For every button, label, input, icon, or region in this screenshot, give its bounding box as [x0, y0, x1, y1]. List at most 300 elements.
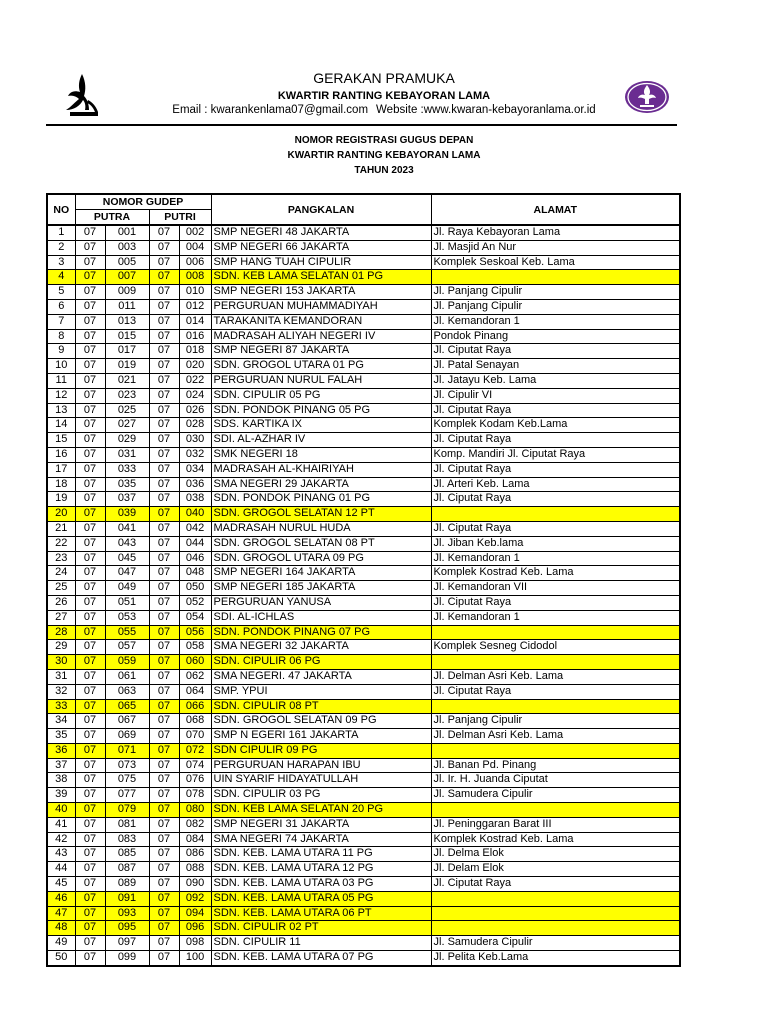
pangkalan-cell: MADRASAH NURUL HUDA — [211, 521, 431, 536]
alamat-cell: Komplek Kostrad Keb. Lama — [431, 566, 680, 581]
table-row — [47, 462, 680, 477]
putri-code: 07 — [149, 788, 179, 803]
header-gudep: NOMOR GUDEP — [75, 194, 211, 210]
pangkalan-cell: SDN. CIPULIR 03 PG — [211, 788, 431, 803]
putra-code: 07 — [75, 270, 105, 285]
row-no: 4 — [47, 270, 75, 285]
pangkalan-cell: SMP HANG TUAH CIPULIR — [211, 255, 431, 270]
putra-code: 07 — [75, 729, 105, 744]
table-row — [47, 536, 680, 551]
pangkalan-cell: SMP NEGERI 48 JAKARTA — [211, 225, 431, 240]
table-row — [47, 329, 680, 344]
alamat-cell: Jl. Kemandoran 1 — [431, 314, 680, 329]
putri-number: 020 — [179, 359, 211, 374]
table-row-highlighted — [47, 743, 680, 758]
putri-number: 014 — [179, 314, 211, 329]
putra-number: 031 — [105, 447, 149, 462]
putri-number: 028 — [179, 418, 211, 433]
putri-number: 060 — [179, 655, 211, 670]
putri-number: 082 — [179, 817, 211, 832]
putri-code: 07 — [149, 625, 179, 640]
pangkalan-cell: UIN SYARIF HIDAYATULLAH — [211, 773, 431, 788]
row-no: 29 — [47, 640, 75, 655]
row-no: 28 — [47, 625, 75, 640]
putra-number: 001 — [105, 225, 149, 240]
putra-code: 07 — [75, 566, 105, 581]
row-no: 30 — [47, 655, 75, 670]
putri-code: 07 — [149, 729, 179, 744]
pangkalan-cell: PERGURUAN YANUSA — [211, 595, 431, 610]
putri-code: 07 — [149, 906, 179, 921]
putri-number: 080 — [179, 803, 211, 818]
row-no: 43 — [47, 847, 75, 862]
putri-code: 07 — [149, 714, 179, 729]
table-row — [47, 240, 680, 255]
alamat-cell: Jl. Panjang Cipulir — [431, 299, 680, 314]
pangkalan-cell: SMA NEGERI 29 JAKARTA — [211, 477, 431, 492]
row-no: 42 — [47, 832, 75, 847]
putri-number: 012 — [179, 299, 211, 314]
putri-code: 07 — [149, 536, 179, 551]
putri-code: 07 — [149, 359, 179, 374]
putri-number: 036 — [179, 477, 211, 492]
table-row — [47, 433, 680, 448]
table-row — [47, 714, 680, 729]
putra-code: 07 — [75, 877, 105, 892]
pangkalan-cell: TARAKANITA KEMANDORAN — [211, 314, 431, 329]
putri-number: 074 — [179, 758, 211, 773]
putri-code: 07 — [149, 492, 179, 507]
putra-number: 055 — [105, 625, 149, 640]
putra-number: 089 — [105, 877, 149, 892]
putra-code: 07 — [75, 832, 105, 847]
table-row — [47, 817, 680, 832]
row-no: 10 — [47, 359, 75, 374]
pangkalan-cell: SMA NEGERI 32 JAKARTA — [211, 640, 431, 655]
putra-number: 019 — [105, 359, 149, 374]
row-no: 12 — [47, 388, 75, 403]
header-putra: PUTRA — [75, 210, 149, 226]
putri-number: 086 — [179, 847, 211, 862]
putra-number: 049 — [105, 581, 149, 596]
putra-code: 07 — [75, 403, 105, 418]
pangkalan-cell: SDN. CIPULIR 05 PG — [211, 388, 431, 403]
pangkalan-cell: SDN. KEB. LAMA UTARA 07 PG — [211, 951, 431, 966]
table-row-highlighted — [47, 906, 680, 921]
row-no: 26 — [47, 595, 75, 610]
table-row — [47, 477, 680, 492]
putra-number: 085 — [105, 847, 149, 862]
row-no: 7 — [47, 314, 75, 329]
alamat-cell: Jl. Delman Asri Keb. Lama — [431, 669, 680, 684]
putra-number: 023 — [105, 388, 149, 403]
alamat-cell: Jl. Ciputat Raya — [431, 403, 680, 418]
putra-code: 07 — [75, 521, 105, 536]
row-no: 13 — [47, 403, 75, 418]
putri-code: 07 — [149, 285, 179, 300]
alamat-cell: Pondok Pinang — [431, 329, 680, 344]
putra-code: 07 — [75, 507, 105, 522]
putri-number: 100 — [179, 951, 211, 966]
putri-number: 042 — [179, 521, 211, 536]
putra-number: 097 — [105, 936, 149, 951]
putri-number: 032 — [179, 447, 211, 462]
pangkalan-cell: SDN. KEB. LAMA UTARA 03 PG — [211, 877, 431, 892]
putri-code: 07 — [149, 507, 179, 522]
alamat-cell — [431, 743, 680, 758]
row-no: 8 — [47, 329, 75, 344]
row-no: 37 — [47, 758, 75, 773]
putri-code: 07 — [149, 329, 179, 344]
pangkalan-cell: SDN. PONDOK PINANG 05 PG — [211, 403, 431, 418]
alamat-cell: Jl. Ciputat Raya — [431, 595, 680, 610]
putri-code: 07 — [149, 743, 179, 758]
alamat-cell — [431, 906, 680, 921]
row-no: 33 — [47, 699, 75, 714]
table-row — [47, 418, 680, 433]
putra-code: 07 — [75, 462, 105, 477]
pangkalan-cell: MADRASAH AL-KHAIRIYAH — [211, 462, 431, 477]
putra-number: 033 — [105, 462, 149, 477]
putra-code: 07 — [75, 906, 105, 921]
document-title: NOMOR REGISTRASI GUGUS DEPAN — [294, 135, 474, 146]
putra-number: 015 — [105, 329, 149, 344]
table-row — [47, 344, 680, 359]
putra-number: 079 — [105, 803, 149, 818]
alamat-cell: Jl. Samudera Cipulir — [431, 788, 680, 803]
pangkalan-cell: SMP NEGERI 164 JAKARTA — [211, 566, 431, 581]
putri-number: 046 — [179, 551, 211, 566]
putra-number: 057 — [105, 640, 149, 655]
putra-number: 071 — [105, 743, 149, 758]
alamat-cell: Jl. Ciputat Raya — [431, 684, 680, 699]
row-no: 5 — [47, 285, 75, 300]
alamat-cell: Komplek Kodam Keb.Lama — [431, 418, 680, 433]
putra-code: 07 — [75, 359, 105, 374]
putra-code: 07 — [75, 699, 105, 714]
putra-code: 07 — [75, 595, 105, 610]
table-row — [47, 314, 680, 329]
row-no: 48 — [47, 921, 75, 936]
table-row — [47, 936, 680, 951]
table-row — [47, 299, 680, 314]
putri-code: 07 — [149, 921, 179, 936]
putri-code: 07 — [149, 462, 179, 477]
table-row — [47, 832, 680, 847]
table-row — [47, 640, 680, 655]
putra-code: 07 — [75, 936, 105, 951]
putri-number: 072 — [179, 743, 211, 758]
alamat-cell: Jl. Raya Kebayoran Lama — [431, 225, 680, 240]
putra-code: 07 — [75, 758, 105, 773]
row-no: 6 — [47, 299, 75, 314]
putri-code: 07 — [149, 758, 179, 773]
putri-number: 070 — [179, 729, 211, 744]
putra-number: 035 — [105, 477, 149, 492]
row-no: 14 — [47, 418, 75, 433]
table-row — [47, 610, 680, 625]
pangkalan-cell: SDN. GROGOL UTARA 01 PG — [211, 359, 431, 374]
row-no: 21 — [47, 521, 75, 536]
putri-number: 008 — [179, 270, 211, 285]
pangkalan-cell: SDI. AL-AZHAR IV — [211, 433, 431, 448]
putri-code: 07 — [149, 655, 179, 670]
pangkalan-cell: SDN. KEB LAMA SELATAN 20 PG — [211, 803, 431, 818]
pangkalan-cell: SDN. KEB. LAMA UTARA 05 PG — [211, 891, 431, 906]
table-row — [47, 359, 680, 374]
putri-number: 052 — [179, 595, 211, 610]
header-divider — [46, 124, 677, 126]
putra-code: 07 — [75, 743, 105, 758]
row-no: 1 — [47, 225, 75, 240]
putra-number: 081 — [105, 817, 149, 832]
putra-number: 083 — [105, 832, 149, 847]
putri-number: 088 — [179, 862, 211, 877]
table-row — [47, 862, 680, 877]
row-no: 40 — [47, 803, 75, 818]
putra-number: 021 — [105, 373, 149, 388]
row-no: 18 — [47, 477, 75, 492]
table-row — [47, 285, 680, 300]
pangkalan-cell: SDN. CIPULIR 11 — [211, 936, 431, 951]
org-title: GERAKAN PRAMUKA — [313, 70, 455, 86]
alamat-cell: Komplek Seskoal Keb. Lama — [431, 255, 680, 270]
row-no: 47 — [47, 906, 75, 921]
org-subtitle: KWARTIR RANTING KEBAYORAN LAMA — [277, 90, 491, 102]
table-row — [47, 758, 680, 773]
row-no: 23 — [47, 551, 75, 566]
putri-number: 054 — [179, 610, 211, 625]
putri-number: 066 — [179, 699, 211, 714]
putra-code: 07 — [75, 433, 105, 448]
putri-number: 016 — [179, 329, 211, 344]
putri-code: 07 — [149, 225, 179, 240]
table-row — [47, 773, 680, 788]
row-no: 17 — [47, 462, 75, 477]
table-row-highlighted — [47, 625, 680, 640]
putri-code: 07 — [149, 418, 179, 433]
alamat-cell: Jl. Arteri Keb. Lama — [431, 477, 680, 492]
table-row-highlighted — [47, 921, 680, 936]
putra-code: 07 — [75, 921, 105, 936]
table-row-highlighted — [47, 507, 680, 522]
putra-number: 095 — [105, 921, 149, 936]
pangkalan-cell: SMK NEGERI 18 — [211, 447, 431, 462]
putri-code: 07 — [149, 803, 179, 818]
putra-number: 065 — [105, 699, 149, 714]
alamat-cell: Jl. Ir. H. Juanda Ciputat — [431, 773, 680, 788]
putra-number: 007 — [105, 270, 149, 285]
putra-number: 011 — [105, 299, 149, 314]
row-no: 38 — [47, 773, 75, 788]
putri-number: 062 — [179, 669, 211, 684]
alamat-cell: Jl. Ciputat Raya — [431, 492, 680, 507]
header-pangkalan: PANGKALAN — [211, 194, 431, 225]
putri-code: 07 — [149, 684, 179, 699]
alamat-cell — [431, 270, 680, 285]
alamat-cell: Jl. Banan Pd. Pinang — [431, 758, 680, 773]
putri-code: 07 — [149, 433, 179, 448]
pangkalan-cell: SDN. KEB LAMA SELATAN 01 PG — [211, 270, 431, 285]
putra-code: 07 — [75, 329, 105, 344]
pangkalan-cell: SMP NEGERI 31 JAKARTA — [211, 817, 431, 832]
row-no: 25 — [47, 581, 75, 596]
alamat-cell: Jl. Jiban Keb.lama — [431, 536, 680, 551]
table-row-highlighted — [47, 270, 680, 285]
table-row — [47, 581, 680, 596]
pangkalan-cell: MADRASAH ALIYAH NEGERI IV — [211, 329, 431, 344]
putra-code: 07 — [75, 492, 105, 507]
table-row — [47, 551, 680, 566]
putri-code: 07 — [149, 699, 179, 714]
alamat-cell: Jl. Ciputat Raya — [431, 344, 680, 359]
pangkalan-cell: SDN. KEB. LAMA UTARA 12 PG — [211, 862, 431, 877]
putri-number: 050 — [179, 581, 211, 596]
table-row — [47, 403, 680, 418]
putra-number: 041 — [105, 521, 149, 536]
alamat-cell: Jl. Kemandoran VII — [431, 581, 680, 596]
putra-code: 07 — [75, 640, 105, 655]
putri-number: 002 — [179, 225, 211, 240]
putri-code: 07 — [149, 299, 179, 314]
putra-code: 07 — [75, 817, 105, 832]
putra-number: 039 — [105, 507, 149, 522]
table-row — [47, 492, 680, 507]
document-subtitle: KWARTIR RANTING KEBAYORAN LAMA — [287, 150, 481, 161]
row-no: 22 — [47, 536, 75, 551]
putra-code: 07 — [75, 655, 105, 670]
putri-code: 07 — [149, 773, 179, 788]
pangkalan-cell: PERGURUAN NURUL FALAH — [211, 373, 431, 388]
putra-code: 07 — [75, 240, 105, 255]
pangkalan-cell: SMP. YPUI — [211, 684, 431, 699]
putra-code: 07 — [75, 285, 105, 300]
putri-code: 07 — [149, 373, 179, 388]
contact-line — [0, 104, 768, 116]
putri-code: 07 — [149, 551, 179, 566]
putra-number: 017 — [105, 344, 149, 359]
putra-code: 07 — [75, 788, 105, 803]
alamat-cell: Jl. Samudera Cipulir — [431, 936, 680, 951]
putra-number: 069 — [105, 729, 149, 744]
putra-code: 07 — [75, 314, 105, 329]
putra-code: 07 — [75, 536, 105, 551]
table-row — [47, 684, 680, 699]
putri-number: 018 — [179, 344, 211, 359]
putra-number: 077 — [105, 788, 149, 803]
putra-number: 029 — [105, 433, 149, 448]
putra-number: 027 — [105, 418, 149, 433]
putri-number: 026 — [179, 403, 211, 418]
pangkalan-cell: SDN. PONDOK PINANG 07 PG — [211, 625, 431, 640]
alamat-cell: Jl. Delam Elok — [431, 862, 680, 877]
alamat-cell: Jl. Kemandoran 1 — [431, 551, 680, 566]
pangkalan-cell: SDS. KARTIKA IX — [211, 418, 431, 433]
putra-code: 07 — [75, 891, 105, 906]
pangkalan-cell: SDN. GROGOL SELATAN 08 PT — [211, 536, 431, 551]
putri-number: 048 — [179, 566, 211, 581]
putra-code: 07 — [75, 447, 105, 462]
putri-code: 07 — [149, 610, 179, 625]
putri-code: 07 — [149, 314, 179, 329]
putra-number: 053 — [105, 610, 149, 625]
putri-code: 07 — [149, 951, 179, 966]
pangkalan-cell: SMA NEGERI 74 JAKARTA — [211, 832, 431, 847]
alamat-cell: Jl. Kemandoran 1 — [431, 610, 680, 625]
pangkalan-cell: SDN. KEB. LAMA UTARA 11 PG — [211, 847, 431, 862]
putri-number: 038 — [179, 492, 211, 507]
alamat-cell: Jl. Peninggaran Barat III — [431, 817, 680, 832]
alamat-cell: Jl. Ciputat Raya — [431, 462, 680, 477]
pangkalan-cell: SDN. GROGOL SELATAN 09 PG — [211, 714, 431, 729]
pangkalan-cell: SDN. GROGOL SELATAN 12 PT — [211, 507, 431, 522]
table-row — [47, 595, 680, 610]
putri-code: 07 — [149, 847, 179, 862]
table-row — [47, 225, 680, 240]
pangkalan-cell: SDN. CIPULIR 06 PG — [211, 655, 431, 670]
putra-code: 07 — [75, 581, 105, 596]
putri-number: 030 — [179, 433, 211, 448]
putri-code: 07 — [149, 566, 179, 581]
pangkalan-cell: SMP NEGERI 153 JAKARTA — [211, 285, 431, 300]
pangkalan-cell: SMP NEGERI 66 JAKARTA — [211, 240, 431, 255]
putri-number: 034 — [179, 462, 211, 477]
putra-code: 07 — [75, 299, 105, 314]
alamat-cell: Jl. Panjang Cipulir — [431, 285, 680, 300]
putri-code: 07 — [149, 240, 179, 255]
alamat-cell: Jl. Masjid An Nur — [431, 240, 680, 255]
putri-code: 07 — [149, 669, 179, 684]
alamat-cell: Jl. Patal Senayan — [431, 359, 680, 374]
table-row-highlighted — [47, 699, 680, 714]
putra-code: 07 — [75, 225, 105, 240]
putra-number: 051 — [105, 595, 149, 610]
putra-code: 07 — [75, 951, 105, 966]
pangkalan-cell: SDN. KEB. LAMA UTARA 06 PT — [211, 906, 431, 921]
putri-code: 07 — [149, 936, 179, 951]
table-row — [47, 729, 680, 744]
header-putri: PUTRI — [149, 210, 211, 226]
putri-number: 044 — [179, 536, 211, 551]
putra-number: 013 — [105, 314, 149, 329]
putra-code: 07 — [75, 373, 105, 388]
pangkalan-cell: SDN. CIPULIR 08 PT — [211, 699, 431, 714]
table-row — [47, 255, 680, 270]
table-row — [47, 521, 680, 536]
pangkalan-cell: SDN. CIPULIR 02 PT — [211, 921, 431, 936]
putra-number: 091 — [105, 891, 149, 906]
putra-code: 07 — [75, 684, 105, 699]
putri-number: 096 — [179, 921, 211, 936]
putra-number: 045 — [105, 551, 149, 566]
alamat-cell — [431, 625, 680, 640]
row-no: 9 — [47, 344, 75, 359]
pangkalan-cell: SMP NEGERI 87 JAKARTA — [211, 344, 431, 359]
row-no: 34 — [47, 714, 75, 729]
putra-code: 07 — [75, 669, 105, 684]
putri-number: 092 — [179, 891, 211, 906]
putra-number: 009 — [105, 285, 149, 300]
pangkalan-cell: SDN. PONDOK PINANG 01 PG — [211, 492, 431, 507]
alamat-cell — [431, 699, 680, 714]
pangkalan-cell: SMP N EGERI 161 JAKARTA — [211, 729, 431, 744]
putri-number: 076 — [179, 773, 211, 788]
putri-code: 07 — [149, 581, 179, 596]
row-no: 46 — [47, 891, 75, 906]
putra-number: 043 — [105, 536, 149, 551]
putri-code: 07 — [149, 640, 179, 655]
putri-code: 07 — [149, 255, 179, 270]
